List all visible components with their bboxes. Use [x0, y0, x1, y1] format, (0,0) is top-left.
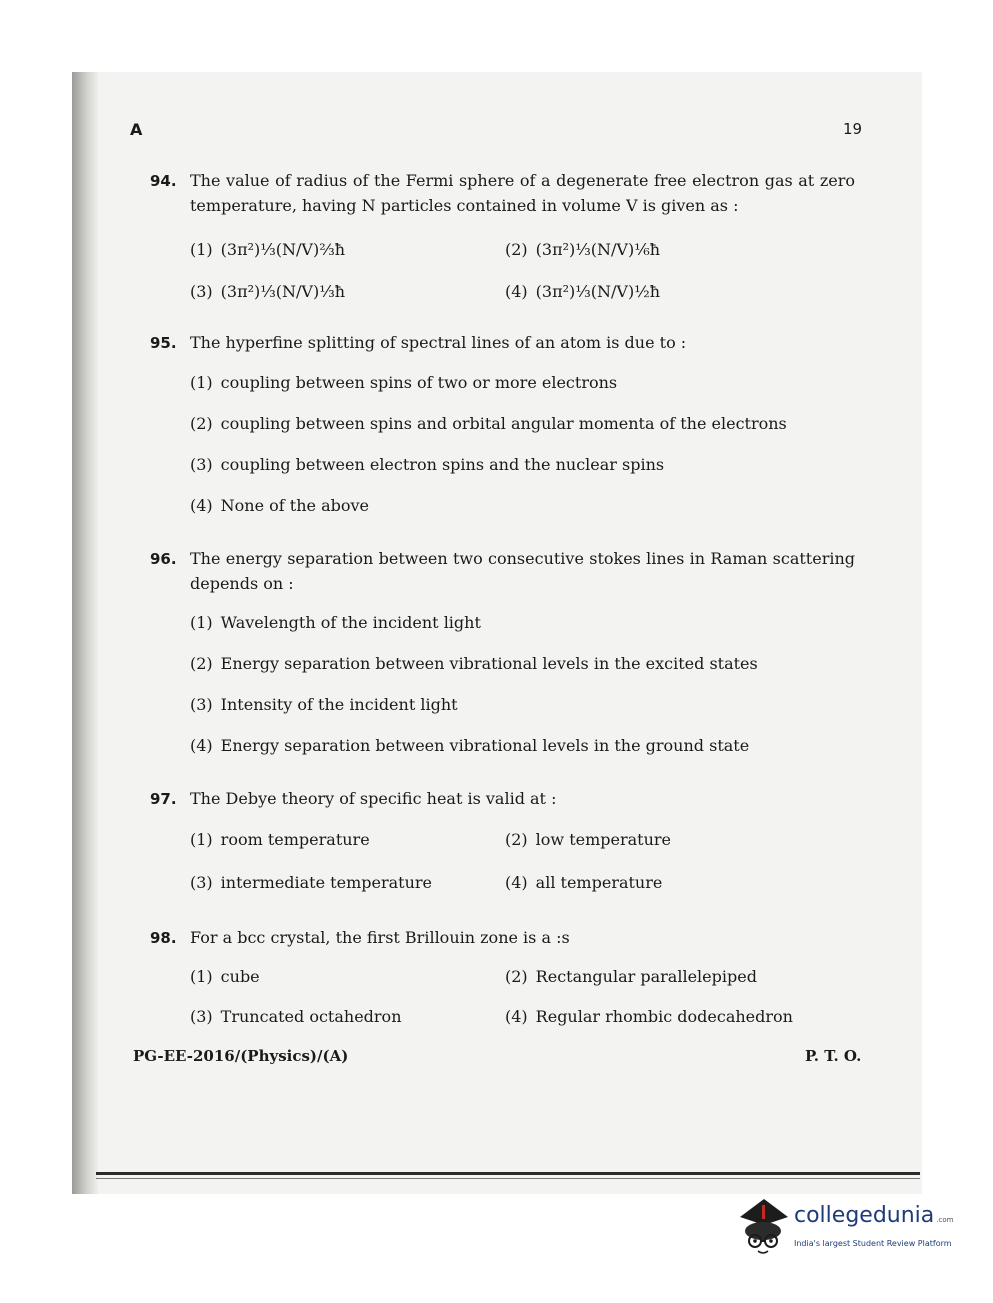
option-4: [505, 873, 662, 892]
option-text: all temperature: [535, 873, 663, 892]
option-text: coupling between spins and orbital angular momenta of the electrons: [220, 414, 787, 433]
option-number: (3): [190, 695, 213, 714]
option-1: [190, 373, 617, 392]
student-mascot-icon: [734, 1195, 792, 1257]
option-3: [190, 282, 345, 301]
option-text: Energy separation between vibrational levels in the ground state: [220, 736, 750, 755]
option-text: (3π²)⅓(N/V)½ħ: [535, 282, 661, 301]
option-text: Regular rhombic dodecahedron: [535, 1007, 793, 1026]
collegedunia-logo: [734, 1195, 964, 1265]
option-number: (4): [505, 282, 528, 301]
paper-code: PG-EE-2016/(Physics)/(A): [133, 1047, 349, 1065]
option-text: (3π²)⅓(N/V)⅙ħ: [535, 240, 661, 259]
option-number: (3): [190, 873, 213, 892]
set-label: A: [130, 120, 143, 139]
page-number: 19: [843, 120, 863, 138]
logo-tagline: India's largest Student Review Platform: [794, 1239, 952, 1248]
question-text: The Debye theory of specific heat is valid at :: [190, 789, 557, 808]
option-text: Intensity of the incident light: [220, 695, 458, 714]
question-text: The value of radius of the Fermi sphere of a degenerate free electron gas at zero temperature, having N particles contained in volume V is given as :: [190, 171, 855, 215]
option-text: Rectangular parallelepiped: [535, 967, 757, 986]
option-text: None of the above: [220, 496, 370, 515]
option-number: (1): [190, 613, 213, 632]
option-number: (1): [190, 373, 213, 392]
page-shadow-edge: [72, 72, 98, 1194]
option-number: (3): [190, 1007, 213, 1026]
option-text: coupling between electron spins and the nuclear spins: [220, 455, 665, 474]
option-2: [190, 654, 758, 673]
option-number: (3): [190, 282, 213, 301]
option-text: (3π²)⅓(N/V)⅔ħ: [220, 240, 346, 259]
option-number: (4): [190, 736, 213, 755]
question-number: 97.: [150, 790, 177, 808]
logo-wordmark: [794, 1203, 953, 1228]
option-text: room temperature: [220, 830, 370, 849]
question-number: 94.: [150, 172, 177, 190]
logo-suffix: .com: [936, 1216, 954, 1224]
option-3: [190, 695, 458, 714]
option-text: cube: [220, 967, 260, 986]
page-bottom-rule-thin: [96, 1178, 920, 1179]
logo-name: collegedunia: [794, 1203, 935, 1228]
option-number: (2): [190, 414, 213, 433]
option-number: (1): [190, 830, 213, 849]
option-4: [505, 1007, 793, 1026]
option-number: (2): [505, 967, 528, 986]
question-number: 96.: [150, 550, 177, 568]
option-number: (4): [190, 496, 213, 515]
option-3: [190, 455, 664, 474]
page-bottom-rule: [96, 1172, 920, 1175]
option-number: (4): [505, 1007, 528, 1026]
option-text: coupling between spins of two or more electrons: [220, 373, 618, 392]
option-1: [190, 240, 345, 259]
option-1: [190, 830, 370, 849]
option-number: (1): [190, 240, 213, 259]
option-text: Wavelength of the incident light: [220, 613, 481, 632]
option-text: low temperature: [535, 830, 672, 849]
option-number: (2): [505, 240, 528, 259]
option-2: [505, 967, 757, 986]
option-number: (4): [505, 873, 528, 892]
option-number: (3): [190, 455, 213, 474]
question-text: The energy separation between two consecutive stokes lines in Raman scattering depends on :: [190, 549, 855, 593]
option-text: (3π²)⅓(N/V)⅓ħ: [220, 282, 346, 301]
option-text: Truncated octahedron: [220, 1007, 402, 1026]
question-text: The hyperfine splitting of spectral lines of an atom is due to :: [190, 333, 687, 352]
option-4: [505, 282, 660, 301]
option-3: [190, 873, 432, 892]
question-number: 98.: [150, 929, 177, 947]
option-number: (2): [505, 830, 528, 849]
option-1: [190, 613, 481, 632]
option-text: intermediate temperature: [220, 873, 432, 892]
option-number: (1): [190, 967, 213, 986]
option-number: (2): [190, 654, 213, 673]
option-text: Energy separation between vibrational levels in the excited states: [220, 654, 758, 673]
option-2: [190, 414, 787, 433]
option-4: [190, 496, 369, 515]
option-2: [505, 240, 660, 259]
pto-label: P. T. O.: [805, 1047, 862, 1065]
option-2: [505, 830, 671, 849]
option-1: [190, 967, 260, 986]
option-3: [190, 1007, 402, 1026]
question-number: 95.: [150, 334, 177, 352]
option-4: [190, 736, 749, 755]
question-text: For a bcc crystal, the first Brillouin zone is a :s: [190, 928, 570, 947]
